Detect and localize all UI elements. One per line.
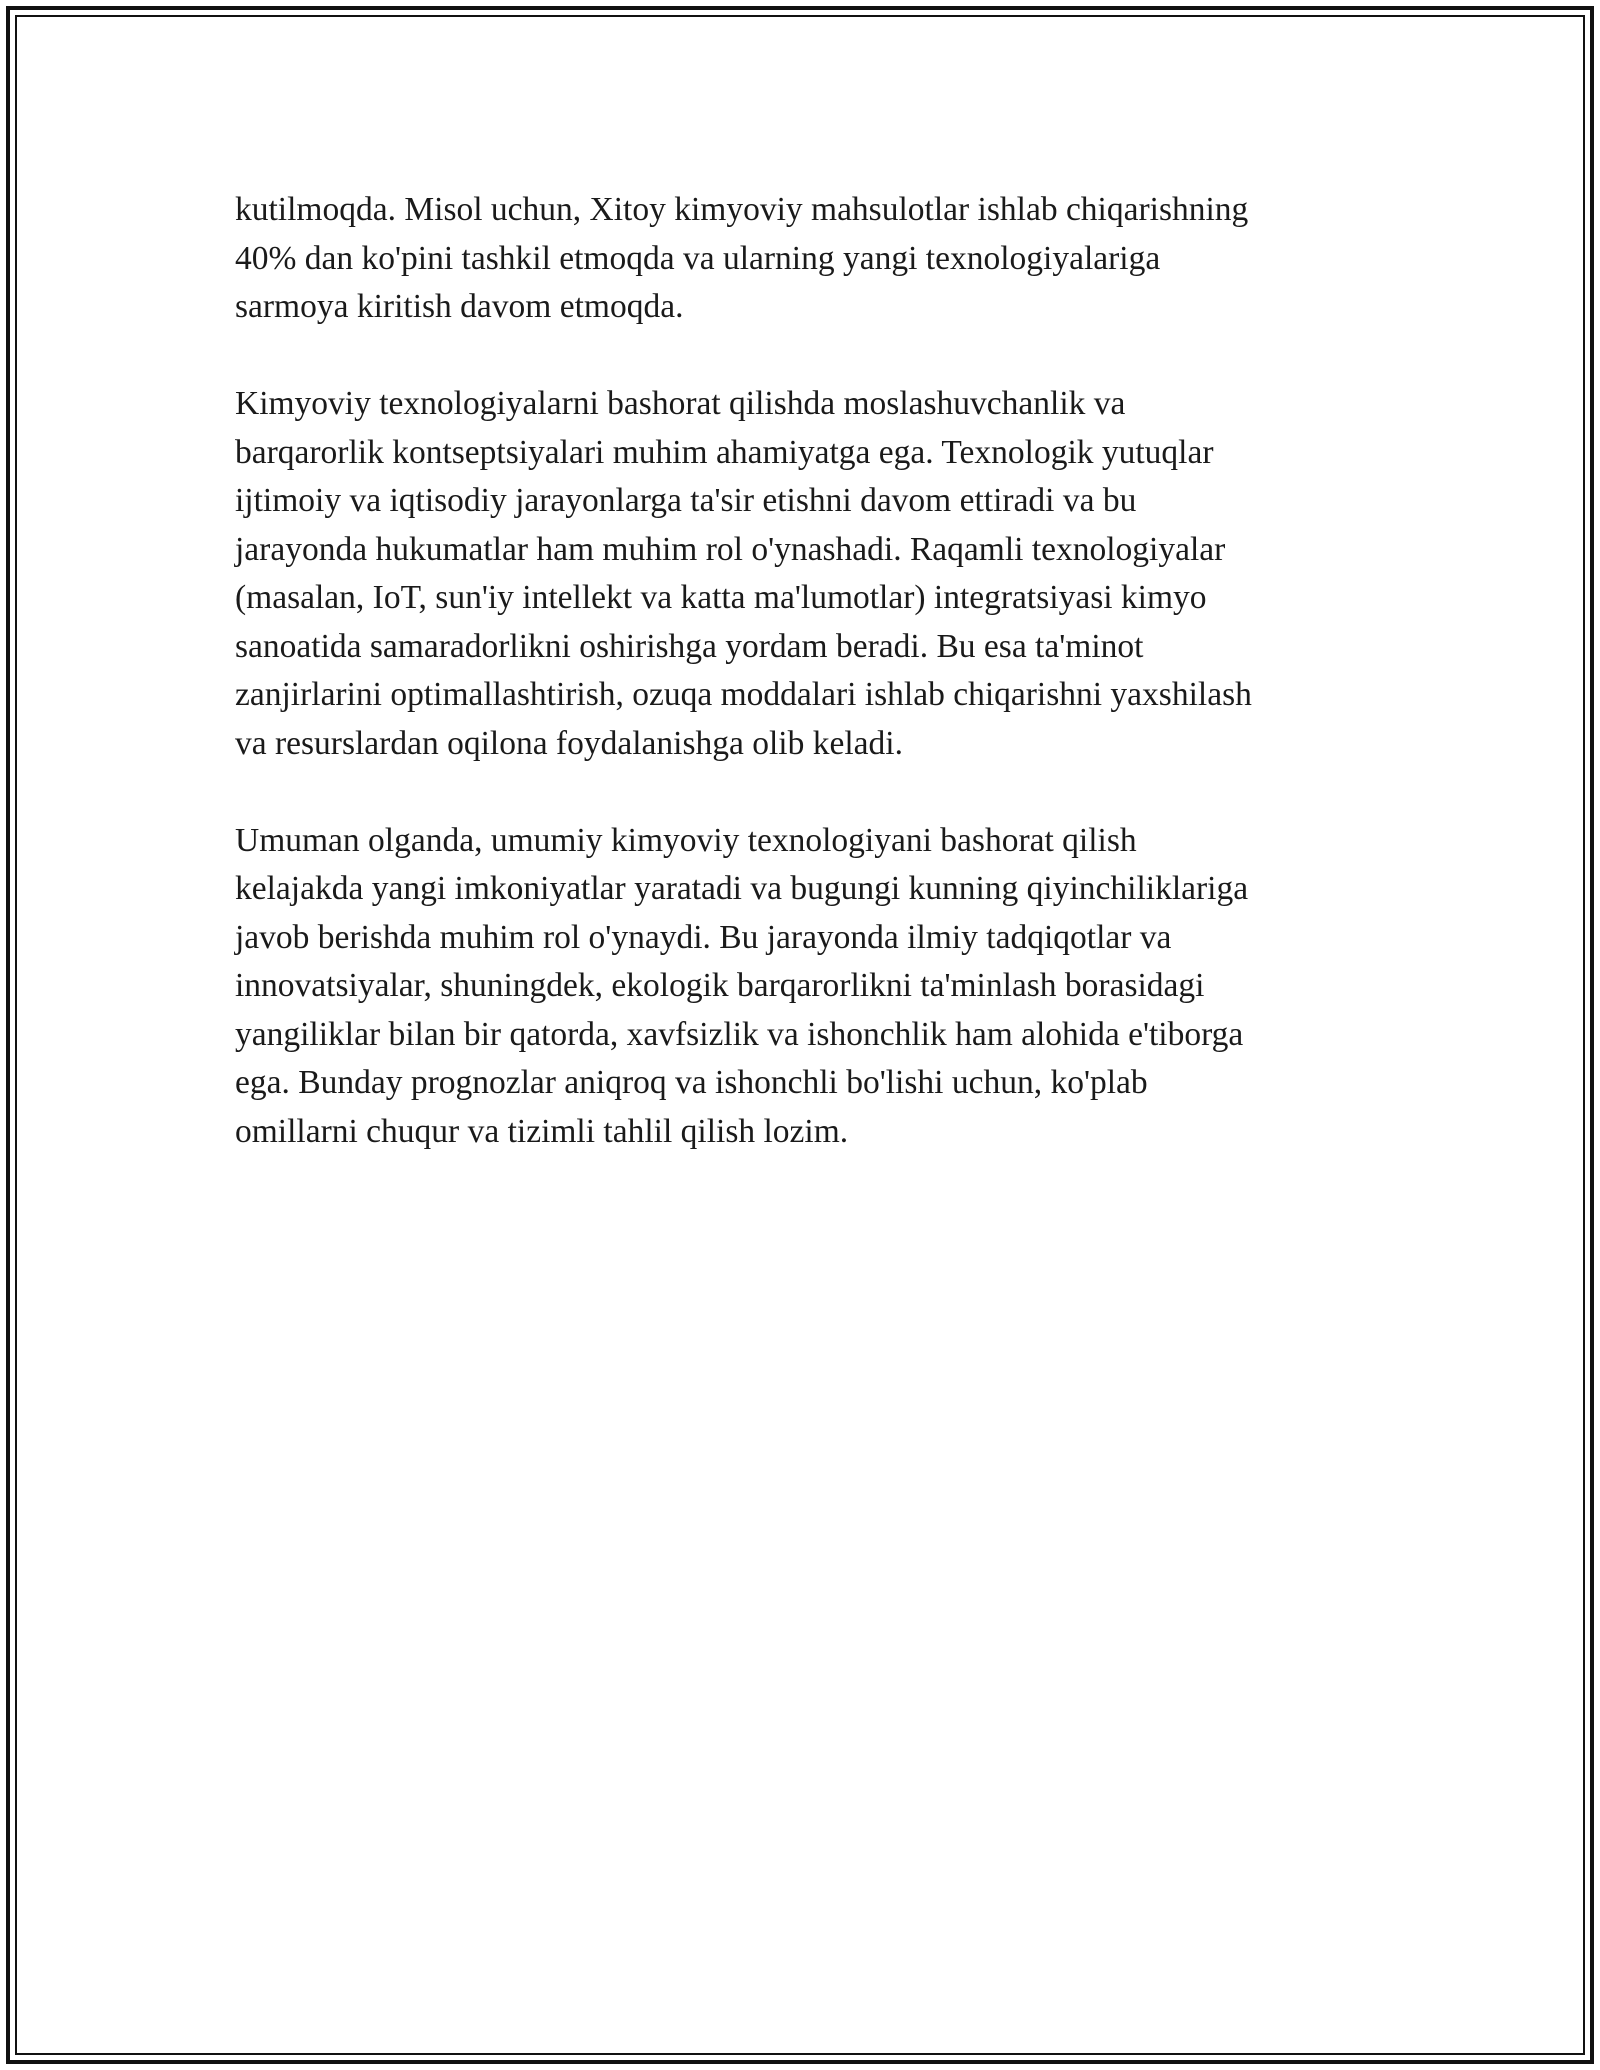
text-line: ega. Bunday prognozlar aniqroq va ishonchli bo'lishi uchun, ko'plab: [235, 1064, 1148, 1101]
text-line: ijtimoiy va iqtisodiy jarayonlarga ta'sir etishni davom ettiradi va bu: [235, 482, 1137, 519]
text-line: kutilmoqda. Misol uchun, Xitoy kimyoviy mahsulotlar ishlab chiqarishning: [235, 191, 1249, 228]
text-line: sarmoya kiritish davom etmoqda.: [235, 288, 684, 325]
text-line: jarayonda hukumatlar ham muhim rol o'ynashadi. Raqamli texnologiyalar: [235, 530, 1226, 568]
text-line: zanjirlarini optimallashtirish, ozuqa moddalari ishlab chiqarishni yaxshilash: [235, 676, 1252, 713]
paragraph-2: [235, 380, 1365, 768]
text-line: kelajakda yangi imkoniyatlar yaratadi va bugungi kunning qiyinchiliklariga: [235, 870, 1249, 907]
text-line: barqarorlik kontseptsiyalari muhim ahamiyatga ega. Texnologik yutuqlar: [235, 433, 1214, 471]
text-line: yangiliklar bilan bir qatorda, xavfsizlik va ishonchlik ham alohida e'tiborga: [235, 1015, 1244, 1053]
text-line: va resurslardan oqilona foydalanishga olib keladi.: [235, 724, 903, 762]
text-line: javob berishda muhim rol o'ynaydi. Bu jarayonda ilmiy tadqiqotlar va: [235, 918, 1172, 956]
text-line: Kimyoviy texnologiyalarni bashorat qilishda moslashuvchanlik va: [235, 385, 1126, 422]
text-line: innovatsiyalar, shuningdek, ekologik barqarorlikni ta'minlash borasidagi: [235, 967, 1205, 1004]
text-line: sanoatida samaradorlikni oshirishga yordam beradi. Bu esa ta'minot: [235, 627, 1144, 665]
text-line: (masalan, IoT, sun'iy intellekt va katta ma'lumotlar) integratsiyasi kimyo: [235, 579, 1207, 616]
paragraph-3: [235, 817, 1365, 1157]
text-line: 40% dan ko'pini tashkil etmoqda va ularning yangi texnologiyalariga: [235, 239, 1161, 277]
document-body: [235, 186, 1365, 1205]
text-line: Umuman olganda, umumiy kimyoviy texnologiyani bashorat qilish: [235, 821, 1137, 859]
paragraph-1: [235, 186, 1365, 332]
text-line: omillarni chuqur va tizimli tahlil qilish lozim.: [235, 1112, 849, 1150]
